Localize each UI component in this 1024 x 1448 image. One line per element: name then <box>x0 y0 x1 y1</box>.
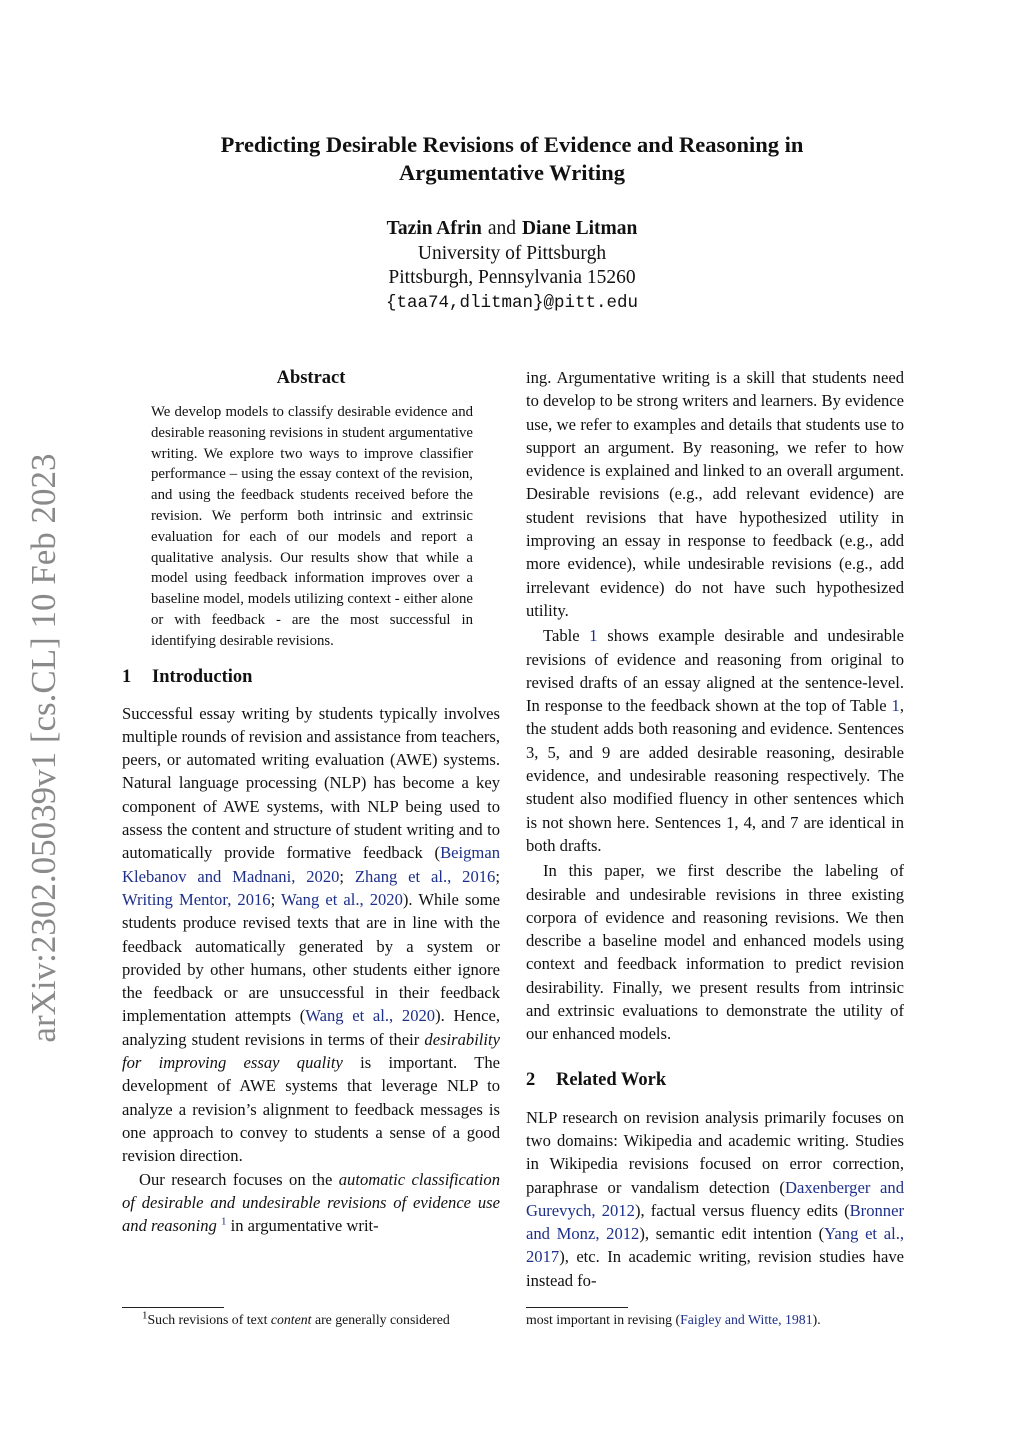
footnote-mark: 1 <box>142 1309 148 1322</box>
title-line-1: Predicting Desirable Revisions of Evidence and Reasoning in <box>220 132 804 157</box>
related-paragraph-1: NLP research on revision analysis primarily focuses on two domains: Wikipedia and academic writing. Studies in Wikipedia revisions focused on error correction, paraphrase or vandalism detection (Daxenberger and Gurevych, 2012), factual versus fluency edits (Bronner and Monz, 2012), semantic edit intention (Yang et al., 2017), etc. In academic writing, revision studies have instead fo- <box>526 1107 904 1290</box>
citation-link[interactable]: Faigley and Witte, 1981 <box>680 1312 813 1327</box>
abstract-text: We develop models to classify desirable evidence and desirable reasoning revisions in student argumentative writing. We explore two ways to improve classifier performance – using the essay context of the revision, and using the feedback students received before the revision. We perform both intrinsic and extrinsic evaluation for each of our models and report a qualitative analysis. Our results show that while a model using feedback information improves over a baseline model, models utilizing context - either alone or with feedback - are the most successful in identifying desirable revisions. <box>151 404 473 649</box>
email: {taa74,dlitman}@pitt.edu <box>385 292 639 313</box>
citation-link[interactable]: Daxenberger and Gurevych, 2012 <box>526 1177 904 1220</box>
footnote-1-continued: most important in revising (Faigley and Witte, 1981). <box>526 1312 821 1327</box>
intro-paragraph-1: Successful essay writing by students typically involves multiple rounds of revision and assistance from teachers, peers, or automated writing evaluation (AWE) systems. Natural language processing (NLP) has become a key component of AWE systems, with NLP being used to assess the content and structure of student writing and to automatically provide formative feedback (Beigman Klebanov and Madnani, 2020; Zhang et al., 2016; Writing Mentor, 2016; Wang et al., 2020). While some students produce revised texts that are in line with the feedback automatically generated by a system or provided by other humans, other students either ignore the feedback or are unsuccessful in their feedback implementation attempts (Wang et al., 2020). Hence, analyzing student revisions in terms of their desirability for improving essay quality is important. The development of AWE systems that leverage NLP to analyze a revision’s alignment to feedback messages is one approach to convey to students a sense of a good revision direction. <box>122 703 500 1166</box>
address: Pittsburgh, Pennsylvania 15260 <box>388 267 636 288</box>
footnote-rule-right <box>526 1307 628 1308</box>
intro-paragraph-2-continued: ing. Argumentative writing is a skill that students need to develop to be strong writers and learners. By evidence use, we refer to examples and details that students use to support an argument. By reasoning, we refer to how evidence is explained and linked to an overall argument. Desirable revisions (e.g., add relevant evidence) are student revisions that have hypothesized utility in improving an essay in response to feedback (e.g., add more evidence), while undesirable revisions (e.g., add irrelevant evidence) do not have such hypothesized utility. <box>526 368 904 620</box>
citation-link[interactable]: Bronner and Monz, 2012 <box>526 1200 904 1244</box>
table-ref-link[interactable]: 1 <box>589 626 598 646</box>
section-1-number: 1 <box>122 666 132 687</box>
abstract-heading: Abstract <box>276 368 346 388</box>
table-ref-link[interactable]: 1 <box>891 696 900 716</box>
author-2: Diane Litman <box>521 218 638 239</box>
paper-title <box>150 131 874 187</box>
intro-paragraph-4: In this paper, we first describe the labeling of desirable and undesirable revisions in three existing corpora of evidence and reasoning revisions. We then describe a baseline model and enhanced models using context and feedback information to predict revision desirability. Finally, we present results from intrinsic and extrinsic evaluations to demonstrate the utility of our enhanced models. <box>526 861 904 1044</box>
footnote-marker[interactable]: 1 <box>220 1215 227 1228</box>
intro-paragraph-2: Our research focuses on the automatic classification of desirable and undesirable revisions of evidence use and reasoning $^1$ in argumentative writ- <box>122 1169 500 1236</box>
citation-link[interactable]: Wang et al., 2020 <box>280 889 403 909</box>
left-column <box>122 366 500 1237</box>
author-block <box>250 217 774 315</box>
section-2-heading <box>526 1068 904 1092</box>
citation-link[interactable]: Beigman Klebanov and Madnani, 2020 <box>122 843 500 886</box>
title-line-2: Argumentative Writing <box>398 160 626 185</box>
section-2-title: Related Work <box>556 1069 667 1090</box>
author-names <box>250 217 774 242</box>
citation-link[interactable]: Wang et al., 2020 <box>305 1006 436 1026</box>
citation-link[interactable]: Zhang et al., 2016 <box>354 866 496 886</box>
section-1-title: Introduction <box>152 666 253 687</box>
section-1-heading <box>122 665 500 689</box>
citation-link[interactable]: Writing Mentor, 2016 <box>122 889 271 909</box>
intro-paragraph-3: Table 1 shows example desirable and undesirable revisions of evidence and reasoning from original to revised drafts of an essay aligned at the sentence-level. In response to the feedback shown at the top of Table 1, the student adds both reasoning and evidence. Sentences 3, 5, and 9 are added desirable reasoning, desirable evidence, and undesirable reasoning respectively. The student also modified fluency in other sentences which is not shown here. Sentences 1, 4, and 7 are identical in both drafts. <box>526 626 905 855</box>
author-1: Tazin Afrin <box>386 218 482 239</box>
citation-link[interactable]: Yang et al., 2017 <box>526 1224 904 1267</box>
arxiv-stamp: arXiv:2302.05039v1 [cs.CL] 10 Feb 2023 <box>24 453 63 1043</box>
author-connector: and <box>487 218 516 239</box>
footnote-rule-left <box>122 1307 224 1308</box>
footnote-1: $^1$Such revisions of text content are generally considered <box>142 1309 450 1327</box>
section-2-number: 2 <box>526 1069 536 1090</box>
affiliation: University of Pittsburgh <box>417 242 607 264</box>
right-column <box>526 366 904 1292</box>
